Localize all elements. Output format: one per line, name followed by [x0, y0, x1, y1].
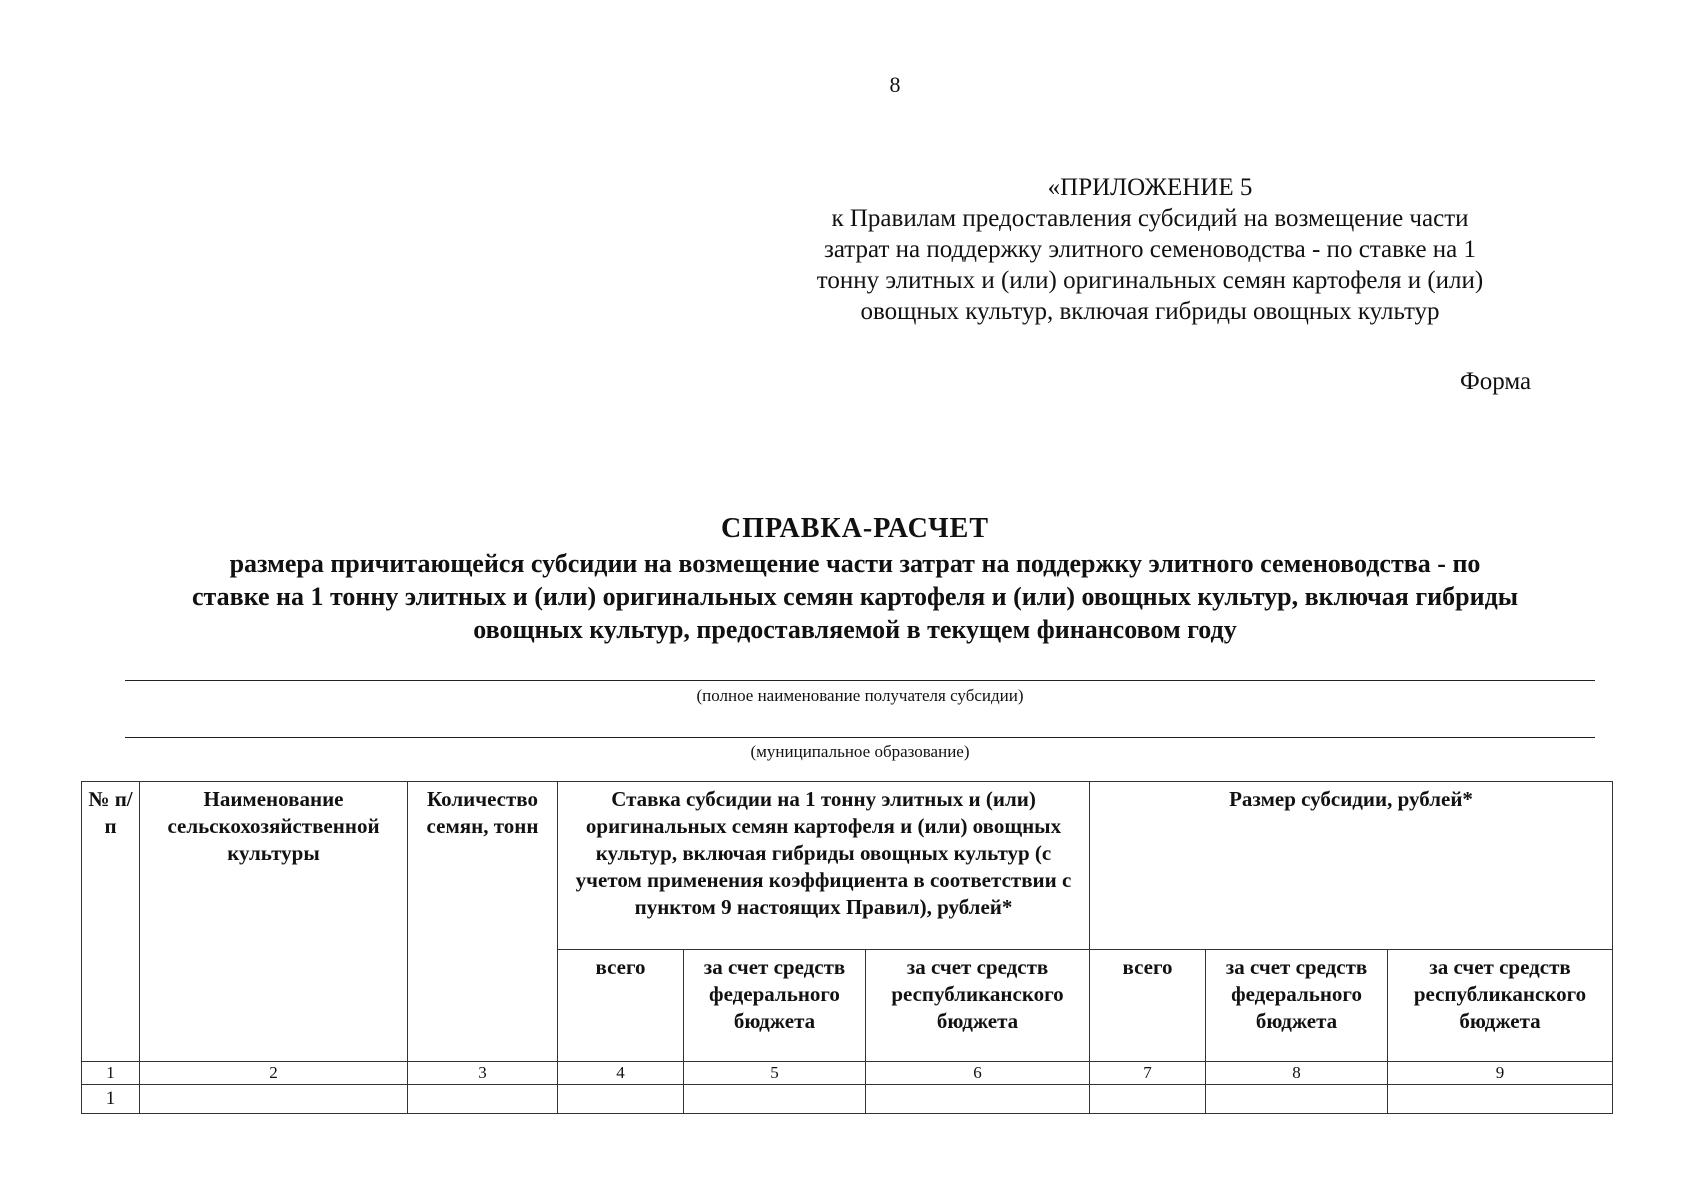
- header-seed-quantity: Количество семян, тонн: [408, 782, 558, 1062]
- rate-federal-cell[interactable]: [684, 1085, 866, 1114]
- appendix-line: к Правилам предоставления субсидий на возмещение части: [831, 205, 1469, 232]
- amount-total-cell[interactable]: [1090, 1085, 1206, 1114]
- seed-quantity-cell[interactable]: [408, 1085, 558, 1114]
- column-number: 4: [558, 1062, 684, 1085]
- header-subsidy-rate: Ставка субсидии на 1 тонну элитных и (или) оригинальных семян картофеля и (или) овощных культур, включая гибриды овощных культур (с учетом применения коэффициента в соответствии с пунктом 9 настоящих Правил), рублей*: [558, 782, 1090, 950]
- recipient-name-line[interactable]: [125, 680, 1595, 681]
- column-number: 2: [140, 1062, 408, 1085]
- column-number: 3: [408, 1062, 558, 1085]
- column-number: 8: [1206, 1062, 1388, 1085]
- rate-total-cell[interactable]: [558, 1085, 684, 1114]
- column-numbers-row: [82, 1062, 1613, 1085]
- table-row: [82, 1085, 1613, 1114]
- form-label: Форма: [1460, 368, 1532, 395]
- title-subtitle-line: размера причитающейся субсидии на возмещение части затрат на поддержку элитного семеноводства - по: [229, 549, 1481, 578]
- page-number: 8: [889, 72, 901, 97]
- column-number: 7: [1090, 1062, 1206, 1085]
- column-number: 5: [684, 1062, 866, 1085]
- document-title: [120, 512, 1590, 646]
- column-number: 6: [866, 1062, 1090, 1085]
- column-number: 9: [1388, 1062, 1613, 1085]
- rate-republic-cell[interactable]: [866, 1085, 1090, 1114]
- appendix-line: овощных культур, включая гибриды овощных культур: [860, 298, 1440, 325]
- header-amount-republic: за счет средств республиканского бюджета: [1388, 950, 1613, 1062]
- appendix-line: затрат на поддержку элитного семеноводства - по ставке на 1: [823, 236, 1477, 263]
- subsidy-calculation-table: [81, 781, 1613, 1114]
- row-number: 1: [82, 1085, 140, 1114]
- header-amount-total: всего: [1090, 950, 1206, 1062]
- crop-name-cell[interactable]: [140, 1085, 408, 1114]
- header-rate-republic: за счет средств республиканского бюджета: [866, 950, 1090, 1062]
- title-subtitle-line: овощных культур, предоставляемой в текущем финансовом году: [473, 615, 1237, 644]
- recipient-caption: (полное наименование получателя субсидии): [696, 686, 1024, 705]
- header-rate-federal: за счет средств федерального бюджета: [684, 950, 866, 1062]
- header-amount-federal: за счет средств федерального бюджета: [1206, 950, 1388, 1062]
- appendix-header: [800, 172, 1500, 327]
- municipality-line[interactable]: [125, 737, 1595, 738]
- column-number: 1: [82, 1062, 140, 1085]
- amount-federal-cell[interactable]: [1206, 1085, 1388, 1114]
- appendix-line: тонну элитных и (или) оригинальных семян картофеля и (или): [816, 267, 1484, 294]
- municipality-caption: (муниципальное образование): [750, 742, 970, 761]
- header-crop-name: Наименование сельскохозяйственной культуры: [140, 782, 408, 1062]
- header-rate-total: всего: [558, 950, 684, 1062]
- title-subtitle-line: ставке на 1 тонну элитных и (или) оригинальных семян картофеля и (или) овощных культур, включая гибриды: [191, 582, 1519, 611]
- amount-republic-cell[interactable]: [1388, 1085, 1613, 1114]
- title-main: СПРАВКА-РАСЧЕТ: [720, 513, 990, 544]
- header-subsidy-amount: Размер субсидии, рублей*: [1090, 782, 1613, 950]
- appendix-line: «ПРИЛОЖЕНИЕ 5: [1047, 174, 1253, 201]
- header-number: № п/п: [82, 782, 140, 1062]
